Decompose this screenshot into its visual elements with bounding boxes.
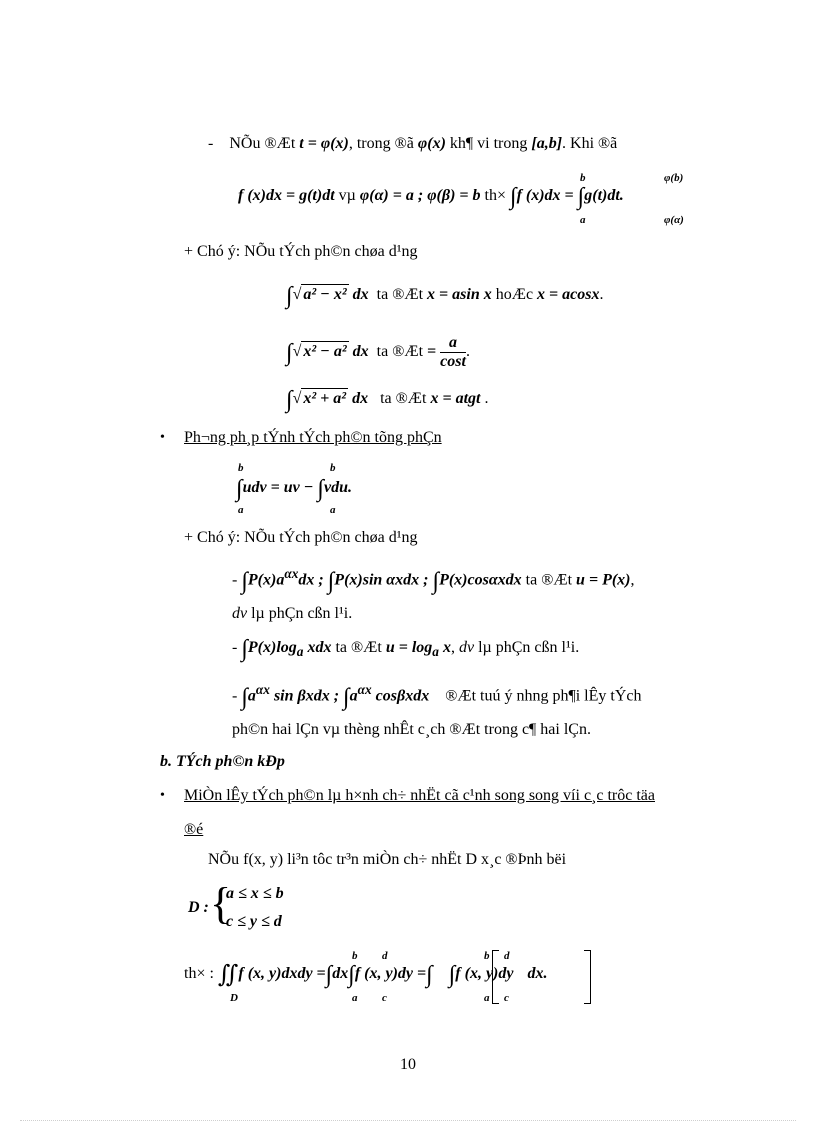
text: NÕu ®Æt bbox=[229, 135, 296, 152]
integral-sign: ∫ bbox=[325, 962, 333, 988]
formula: dx bbox=[352, 286, 369, 303]
limit-lower: a bbox=[330, 504, 336, 516]
formula: xdx bbox=[307, 639, 332, 656]
parts-case-1 bbox=[232, 564, 635, 595]
text: , bbox=[630, 571, 635, 589]
limit-lower: D bbox=[230, 992, 238, 1004]
text: th× bbox=[484, 187, 506, 204]
text: ®Æt tuú ý nhng ph¶i lÊy tÝch bbox=[445, 687, 642, 705]
limit-lower: a bbox=[352, 992, 358, 1004]
integral-sign: ∫ bbox=[509, 184, 517, 210]
dash: - bbox=[208, 135, 214, 152]
integral-sign: ∫ bbox=[343, 684, 350, 711]
right-bracket bbox=[584, 950, 591, 1004]
radicand: x² + a² bbox=[303, 390, 347, 407]
footer-divider bbox=[20, 1120, 796, 1121]
text: ta ®Æt bbox=[525, 571, 573, 589]
formula: dv bbox=[232, 605, 248, 622]
text: . Khi ®ã bbox=[562, 135, 618, 152]
limit-upper: b bbox=[330, 462, 336, 474]
parts-case-2 bbox=[232, 638, 579, 662]
denominator: cost bbox=[440, 353, 466, 370]
brace: { bbox=[210, 879, 232, 928]
limit-upper: b bbox=[238, 462, 244, 474]
integral-sign: ∫ bbox=[327, 568, 335, 595]
radicand: x² − a² bbox=[303, 343, 347, 361]
bullet-icon: • bbox=[160, 788, 165, 803]
integral-sign: ∫ bbox=[577, 184, 585, 210]
limit-upper: b bbox=[352, 950, 358, 962]
numerator: a bbox=[440, 334, 466, 353]
integral-sign: ∫ bbox=[236, 476, 243, 502]
formula: [a,b] bbox=[531, 135, 563, 152]
note: + Chó ý: NÕu tÝch ph©n chøa d¹ng bbox=[184, 243, 418, 260]
substitution-line bbox=[208, 134, 617, 154]
formula: a bbox=[349, 687, 358, 705]
subsection-title: b. TÝch ph©n kÐp bbox=[160, 753, 285, 770]
formula: dx bbox=[352, 390, 369, 407]
bullet-icon: • bbox=[160, 430, 165, 445]
note: + Chó ý: NÕu tÝch ph©n chøa d¹ng bbox=[184, 529, 418, 546]
formula: P(x)sin αxdx ; bbox=[334, 571, 429, 589]
limit-lower: a bbox=[580, 214, 586, 226]
parts-case-3-cont: ph©n hai lÇn vµ thèng nhÊt c¸ch ®Æt trong c¶ hai lÇn. bbox=[232, 721, 591, 738]
formula: dx ; bbox=[298, 571, 324, 589]
exponent: αx bbox=[255, 682, 270, 697]
formula: x = atgt bbox=[430, 390, 481, 407]
text: lµ phÇn cßn l¹i. bbox=[251, 605, 353, 622]
limit-upper: d bbox=[504, 950, 510, 962]
formula: g(t)dt. bbox=[584, 187, 624, 204]
formula: = bbox=[427, 343, 437, 361]
formula: dv bbox=[458, 639, 475, 656]
limit-upper: d bbox=[382, 950, 388, 962]
integral-sign: ∫ bbox=[286, 387, 293, 413]
formula: u = P(x) bbox=[576, 571, 631, 589]
formula: f (x)dx = bbox=[516, 187, 574, 204]
double-integral-sign: ∬ bbox=[217, 962, 239, 988]
text: lµ phÇn cßn l¹i. bbox=[478, 639, 580, 656]
subscript: a bbox=[296, 644, 304, 660]
dash: - bbox=[232, 687, 238, 705]
integral-sign: ∫ bbox=[426, 962, 433, 988]
formula: a bbox=[247, 687, 256, 705]
domain-condition-y: c ≤ y ≤ d bbox=[226, 913, 282, 930]
dash: - bbox=[232, 639, 238, 656]
text: ta ®Æt bbox=[380, 390, 427, 407]
formula: x bbox=[442, 639, 451, 656]
integral-sign: ∫ bbox=[286, 340, 293, 367]
formula: f (x, y)dy = bbox=[354, 965, 427, 982]
radicand: a² − x² bbox=[303, 286, 347, 303]
text: , trong ®ã bbox=[348, 135, 414, 152]
fraction bbox=[440, 334, 466, 371]
sqrt-case-2: ∫√ x² − a² dx ta ®Æt = $\frac{a}{\cos t}$ . bbox=[286, 334, 470, 370]
limit-lower: c bbox=[382, 992, 387, 1004]
formula: cosβxdx bbox=[375, 687, 430, 705]
limit-lower: c bbox=[504, 992, 509, 1004]
section-heading: MiÒn lÊy tÝch ph©n lµ h×nh ch÷ nhËt cã c¹nh song song víi c¸c trôc täa bbox=[184, 787, 655, 804]
formula: udv = uv − bbox=[242, 479, 314, 496]
formula: f (x, y)dxdy = bbox=[238, 965, 326, 982]
subscript: a bbox=[432, 644, 439, 660]
text: ta ®Æt bbox=[335, 639, 382, 656]
limit-lower: a bbox=[484, 992, 490, 1004]
text: hoÆc bbox=[495, 286, 534, 303]
text: . bbox=[465, 343, 470, 361]
formula: vdu. bbox=[323, 479, 352, 496]
limit-upper: b bbox=[580, 172, 586, 184]
section-heading: Ph¬ng ph¸p tÝnh tÝch ph©n tõng phÇn bbox=[184, 429, 442, 446]
formula: dx bbox=[352, 343, 369, 361]
limit-upper: φ(b) bbox=[664, 172, 684, 184]
text: kh¶ vi trong bbox=[449, 135, 528, 152]
parts-case-1-cont bbox=[232, 604, 352, 624]
integral-sign: ∫ bbox=[241, 568, 248, 595]
formula: P(x)log bbox=[247, 639, 297, 656]
integral-sign: ∫ bbox=[286, 283, 293, 309]
text: . bbox=[599, 286, 604, 303]
formula: x = acosx bbox=[537, 286, 600, 303]
formula: φ(x) bbox=[417, 135, 446, 152]
domain-label: D : bbox=[188, 899, 209, 916]
parts-case-3 bbox=[232, 680, 642, 711]
dash: - bbox=[232, 571, 238, 589]
text: vµ bbox=[338, 187, 356, 204]
substitution-formula bbox=[238, 184, 624, 210]
limit-lower: a bbox=[238, 504, 244, 516]
formula: dx. bbox=[527, 965, 548, 982]
text: . bbox=[484, 390, 489, 407]
integral-sign: ∫ bbox=[241, 684, 248, 711]
integral-sign: ∫ bbox=[241, 636, 248, 662]
formula: u = log bbox=[385, 639, 433, 656]
domain-condition-x: a ≤ x ≤ b bbox=[226, 885, 284, 902]
section-heading-cont: ®é bbox=[184, 821, 204, 838]
integral-sign: ∫ bbox=[432, 568, 440, 595]
sqrt-case-1: ∫√ a² − x² dx ta ®Æt x = asin x hoÆc x = acosx. bbox=[286, 283, 604, 309]
parts-formula bbox=[236, 476, 352, 502]
formula: f (x)dx = g(t)dt bbox=[238, 187, 335, 204]
text: th× : bbox=[184, 965, 214, 982]
formula: P(x)a bbox=[247, 571, 285, 589]
formula: x = asin x bbox=[427, 286, 492, 303]
left-bracket bbox=[492, 950, 499, 1004]
paragraph: NÕu f(x, y) li³n tôc tr³n miÒn ch÷ nhËt D x¸c ®Þnh bëi bbox=[208, 851, 567, 868]
limit-upper: b bbox=[484, 950, 490, 962]
text: , bbox=[450, 639, 459, 656]
formula: t = φ(x) bbox=[299, 135, 349, 152]
exponent: αx bbox=[284, 566, 299, 581]
exponent: αx bbox=[357, 682, 372, 697]
sqrt-case-3: ∫√ x² + a² dx ta ®Æt x = atgt . bbox=[286, 387, 489, 413]
limit-lower: φ(α) bbox=[664, 214, 684, 226]
formula: dx bbox=[332, 965, 349, 982]
formula: P(x)cosαxdx bbox=[439, 571, 522, 589]
text: ta ®Æt bbox=[376, 343, 424, 361]
formula: sin βxdx ; bbox=[273, 687, 340, 705]
integral-sign: ∫ bbox=[348, 962, 355, 988]
formula: φ(α) = a ; φ(β) = b bbox=[359, 187, 481, 204]
formula: f (x, y)dy bbox=[455, 965, 514, 982]
text: ta ®Æt bbox=[376, 286, 424, 303]
integral-sign: ∫ bbox=[317, 476, 324, 502]
integral-sign: ∫ bbox=[448, 962, 456, 988]
page-number: 10 bbox=[400, 1056, 416, 1073]
